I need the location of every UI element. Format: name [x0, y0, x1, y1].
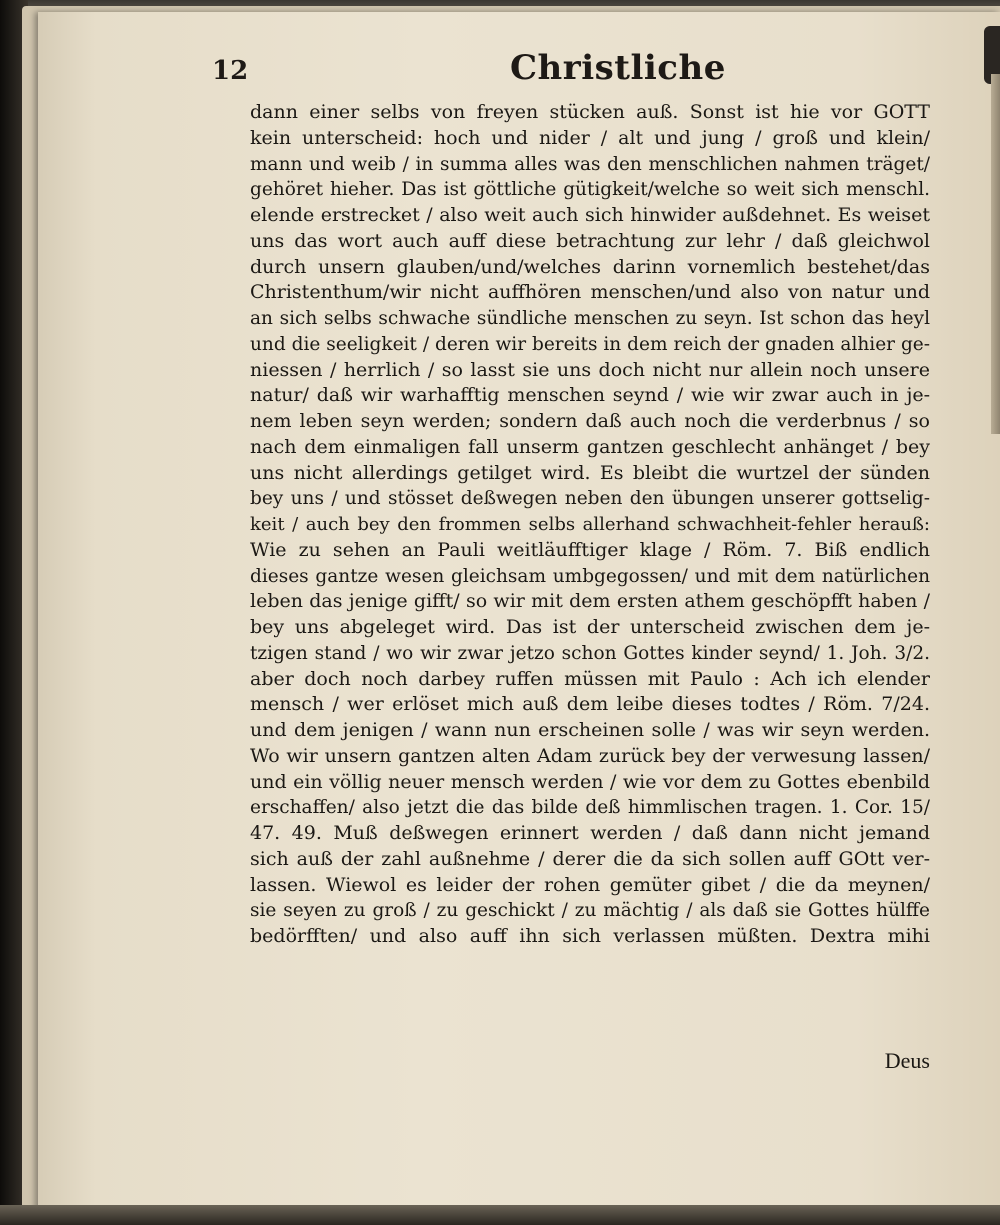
text-line: und ein völlig neuer mensch werden / wie vor dem zu Gottes ebenbild	[250, 770, 930, 793]
text-line: niessen / herrlich / so lasst sie uns doch nicht nur allein noch unsere	[250, 358, 930, 381]
text-line: elende erstrecket / also weit auch sich hinwider außdehnet. Es weiset	[250, 204, 930, 226]
text-line: bedörfften/ und also auff ihn sich verlassen müßten. Dextra mihi	[250, 925, 930, 947]
text-line: durch unsern glauben/und/welches darinn vornemlich bestehet/das	[250, 255, 930, 278]
text-line: Christenthum/wir nicht auffhören menschen/und also von natur und	[250, 281, 930, 304]
text-line: aber doch noch darbey ruffen müssen mit Paulo : Ach ich elender	[250, 667, 930, 690]
text-line: dann einer selbs von freyen stücken auß. Sonst ist hie vor GOTT	[250, 101, 930, 123]
text-line: bey uns / und stösset deßwegen neben den übungen unserer gottselig-	[250, 488, 930, 510]
text-line: bey uns abgeleget wird. Das ist der unterscheid zwischen dem je-	[250, 616, 930, 638]
text-line: leben das jenige gifft/ so wir mit dem ersten athem geschöpfft haben /	[250, 590, 930, 613]
text-line: gehöret hieher. Das ist göttliche gütigkeit/welche so weit sich menschl.	[250, 179, 930, 201]
body-text	[250, 100, 930, 950]
text-line: kein unterscheid: hoch und nider / alt und jung / groß und klein/	[250, 126, 930, 149]
text-line: lassen. Wiewol es leider der rohen gemüter gibet / die da meynen/	[250, 873, 930, 896]
text-line: und die seeligkeit / deren wir bereits in dem reich der gnaden alhier ge-	[250, 333, 930, 355]
catchword: Deus	[884, 1048, 930, 1073]
text-line: natur/ daß wir warhafftig menschen seynd / wie wir zwar auch in je-	[250, 384, 930, 407]
text-line: und dem jenigen / wann nun erscheinen solle / was wir seyn werden.	[250, 719, 930, 741]
text-line: sie seyen zu groß / zu geschickt / zu mächtig / als daß sie Gottes hülffe	[250, 900, 930, 922]
text-line: uns das wort auch auff diese betrachtung zur lehr / daß gleichwol	[250, 229, 930, 252]
page-fore-edge	[991, 74, 1000, 434]
text-line: mann und weib / in summa alles was den menschlichen nahmen träget/	[250, 153, 930, 175]
text-line: tzigen stand / wo wir zwar jetzo schon Gottes kinder seynd/ 1. Joh. 3/2.	[250, 642, 930, 664]
running-head: Christliche	[510, 48, 726, 88]
text-line: Wo wir unsern gantzen alten Adam zurück bey der verwesung lassen/	[250, 744, 930, 767]
book-bottom-edge	[0, 1205, 1000, 1225]
text-line: mensch / wer erlöset mich auß dem leibe dieses todtes / Röm. 7/24.	[250, 693, 930, 716]
text-line: nem leben seyn werden; sondern daß auch noch die verderbnus / so	[250, 410, 930, 432]
text-line: Wie zu sehen an Pauli weitläufftiger klage / Röm. 7. Biß endlich	[250, 538, 930, 561]
text-line: erschaffen/ also jetzt die das bilde deß himmlischen tragen. 1. Cor. 15/	[250, 797, 930, 819]
page-number: 12	[212, 56, 249, 86]
text-line: uns nicht allerdings getilget wird. Es bleibt die wurtzel der sünden	[250, 461, 930, 484]
text-line: keit / auch bey den frommen selbs allerhand schwachheit-fehler herauß:	[250, 514, 930, 535]
text-line: nach dem einmaligen fall unserm gantzen geschlecht anhänget / bey	[250, 435, 930, 458]
text-line: dieses gantze wesen gleichsam umbgegossen/ und mit dem natürlichen	[250, 565, 930, 587]
text-line: an sich selbs schwache sündliche menschen zu seyn. Ist schon das heyl	[250, 308, 930, 329]
text-line: 47. 49. Muß deßwegen erinnert werden / daß dann nicht jemand	[250, 822, 930, 844]
text-line: sich auß der zahl außnehme / derer die da sich sollen auff GOtt ver-	[250, 847, 930, 870]
